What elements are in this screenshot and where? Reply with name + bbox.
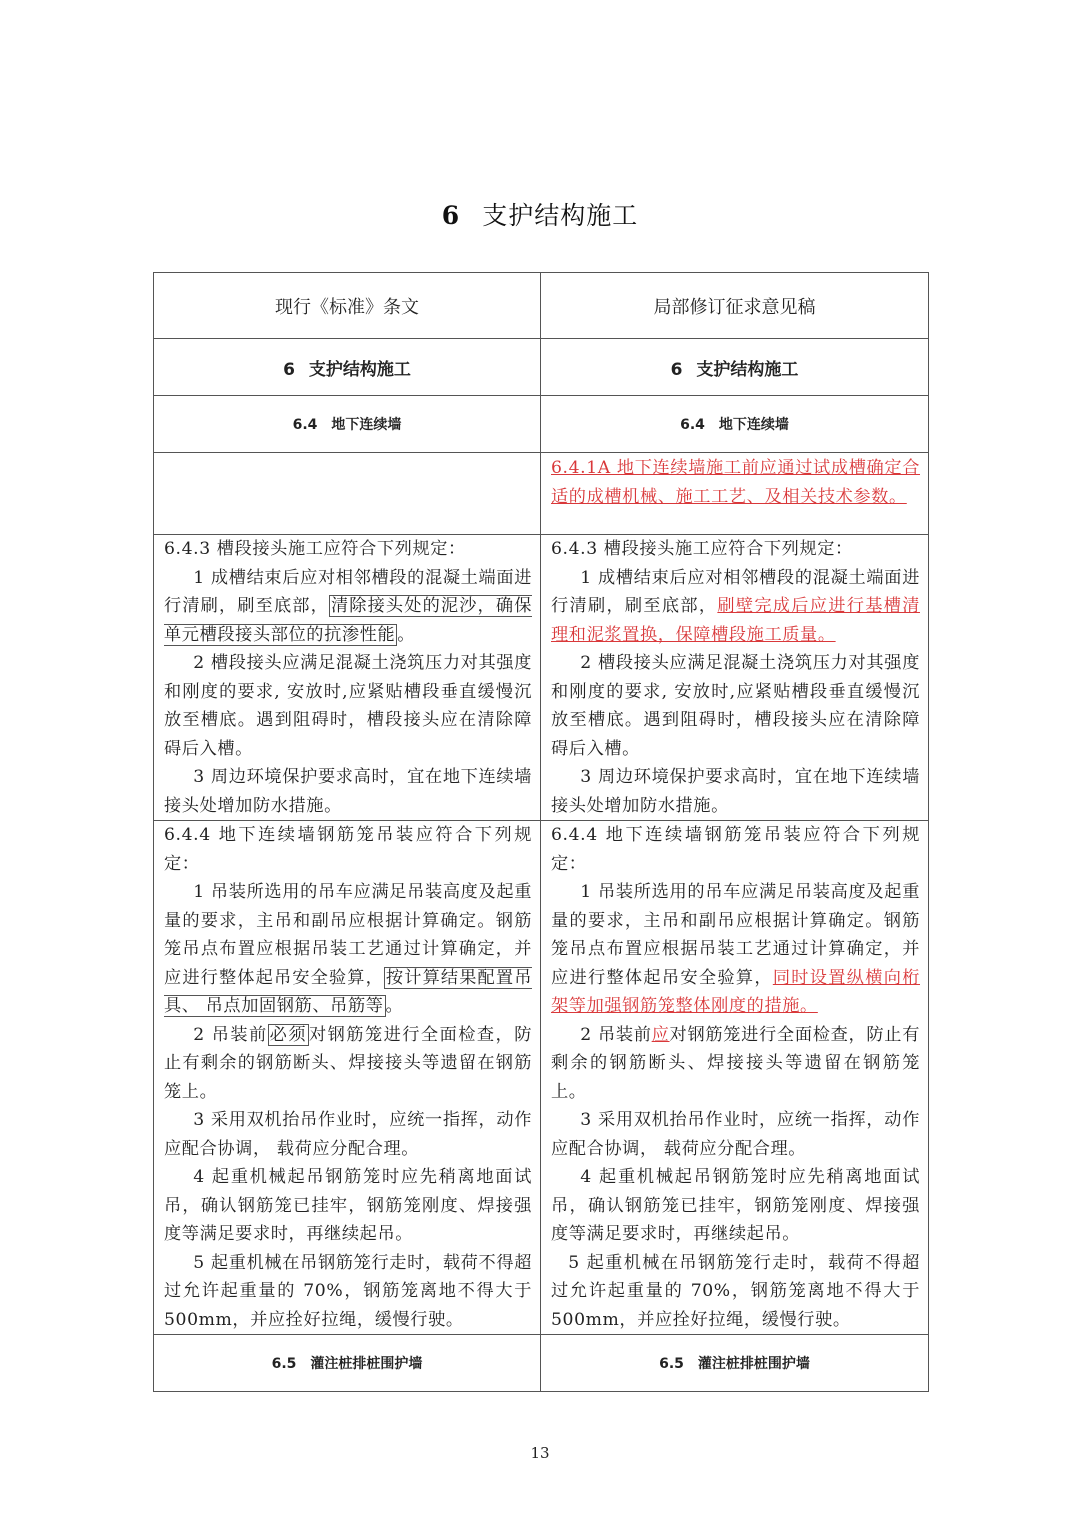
- clause-item-4: 4 起重机械起吊钢筋笼时应先稍离地面试吊，确认钢筋笼已挂牢，钢筋笼刚度、焊接强度等满足要求时，再继续起吊。: [551, 1167, 920, 1244]
- clause-item-3: 3 采用双机抬吊作业时，应统一指挥，动作应配合协调， 载荷应分配合理。: [551, 1110, 920, 1159]
- item-text: 对钢筋笼进行全面检查，防止有剩余的钢筋断头、焊接接头等遗留在钢筋笼上。: [164, 1024, 532, 1102]
- clause-intro: 6.4.3 槽段接头施工应符合下列规定：: [551, 539, 853, 559]
- clause-item-2: [164, 1021, 532, 1107]
- item-text: 对钢筋笼进行全面检查，防止有剩余的钢筋断头、焊接接头等遗留在钢筋笼上。: [551, 1024, 920, 1102]
- subsection-title: 地下连续墙: [331, 417, 402, 433]
- added-clause-row: [154, 453, 929, 535]
- boxed-deleted-text: 清除接头处的泥沙，确保单元槽段接头部位的抗渗性能: [164, 596, 532, 645]
- subsection-heading-right: [541, 396, 929, 453]
- added-clause-6-4-1A: 6.4.1A 地下连续墙施工前应通过试成槽确定合适的成槽机械、施工工艺、及相关技术参数。: [551, 458, 920, 507]
- clause-item-5: 5 起重机械在吊钢筋笼行走时，载荷不得超过允许起重量的 70%，钢筋笼离地不得大于 500mm，并应拴好拉绳，缓慢行驶。: [551, 1252, 920, 1330]
- subsection-heading-right: [541, 1335, 929, 1392]
- section-title: 支护结构施工: [696, 359, 799, 380]
- clause-6-4-3-current: [154, 535, 541, 821]
- subsection-number: 6.5: [271, 1356, 297, 1372]
- subsection-title: 灌注桩排桩围护墙: [310, 1356, 423, 1372]
- item-text: 。: [397, 624, 416, 645]
- item-text: 。: [385, 996, 404, 1016]
- subsection-row-6-4: [154, 396, 929, 453]
- subsection-number: 6.5: [659, 1356, 684, 1372]
- header-revision-draft: 局部修订征求意见稿: [541, 273, 929, 339]
- section-heading-right: [541, 339, 929, 396]
- header-row: [154, 273, 929, 339]
- section-number: 6: [283, 359, 295, 380]
- item-text: 1 成槽结束后应对相邻槽段的混凝土端面进行清刷，刷至底部，: [164, 567, 532, 616]
- clause-item-1: [164, 878, 532, 1021]
- clause-6-4-4-revised: [541, 821, 929, 1335]
- chapter-title: [0, 196, 1080, 232]
- clause-6-4-3-revised: [541, 535, 929, 821]
- clause-intro: 6.4.3 槽段接头施工应符合下列规定：: [164, 539, 466, 559]
- clause-intro: 6.4.4 地下连续墙钢筋笼吊装应符合下列规定：: [551, 825, 920, 874]
- revised-red-text: 应: [651, 1024, 670, 1045]
- clause-item-3: 3 周边环境保护要求高时，宜在地下连续墙接头处增加防水措施。: [164, 767, 532, 816]
- comparison-table: [153, 272, 929, 1392]
- subsection-heading-left: [154, 396, 541, 453]
- clause-row-6-4-3: [154, 535, 929, 821]
- clause-6-4-4-current: [154, 821, 541, 1335]
- clause-item-1: [164, 564, 532, 650]
- item-text: 1 吊装所选用的吊车应满足吊装高度及起重量的要求，主吊和副吊应根据计算确定。钢筋笼吊点布置应根据吊装工艺通过计算确定，并应进行整体起吊安全验算，: [164, 882, 532, 988]
- revised-red-text: 刷壁完成后应进行基槽清理和泥浆置换，保障槽段施工质量。: [551, 596, 920, 645]
- clause-item-1: [551, 878, 920, 1021]
- revised-red-text: 同时设置纵横向桁架等加强钢筋笼整体刚度的措施。: [551, 967, 920, 1016]
- section-heading-left: [154, 339, 541, 396]
- subsection-title: 灌注桩排桩围护墙: [697, 1356, 810, 1372]
- subsection-number: 6.4: [292, 417, 318, 433]
- added-clause-cell: [541, 453, 929, 535]
- section-number: 6: [670, 359, 683, 380]
- boxed-deleted-text: 按计算结果配置吊具、 吊点加固钢筋、吊筋等: [164, 967, 532, 1016]
- clause-item-3: 3 采用双机抬吊作业时，应统一指挥，动作应配合协调， 载荷应分配合理。: [164, 1110, 532, 1159]
- subsection-row-6-5: [154, 1335, 929, 1392]
- clause-item-2: 2 槽段接头应满足混凝土浇筑压力对其强度和刚度的要求, 安放时,应紧贴槽段垂直缓慢沉放至槽底。遇到阻碍时，槽段接头应在清除障碍后入槽。: [164, 653, 532, 759]
- item-text: 1 成槽结束后应对相邻槽段的混凝土端面进行清刷，刷至底部，: [551, 567, 920, 616]
- clause-item-4: 4 起重机械起吊钢筋笼时应先稍离地面试吊，确认钢筋笼已挂牢，钢筋笼刚度、焊接强度等满足要求时，再继续起吊。: [164, 1167, 532, 1244]
- section-row: [154, 339, 929, 396]
- page-number: 13: [530, 1444, 550, 1462]
- clause-intro: 6.4.4 地下连续墙钢筋笼吊装应符合下列规定：: [164, 825, 532, 874]
- empty-cell-left: [154, 453, 541, 535]
- chapter-number: 6: [441, 201, 461, 230]
- subsection-title: 地下连续墙: [718, 417, 789, 433]
- subsection-heading-left: [154, 1335, 541, 1392]
- clause-item-5: 5 起重机械在吊钢筋笼行走时，载荷不得超过允许起重量的 70%，钢筋笼离地不得大于 500mm，并应拴好拉绳，缓慢行驶。: [164, 1252, 532, 1330]
- clause-item-3: 3 周边环境保护要求高时，宜在地下连续墙接头处增加防水措施。: [551, 767, 920, 816]
- boxed-deleted-text: 必须: [269, 1024, 307, 1045]
- item-text: 2 吊装前: [580, 1024, 652, 1045]
- item-text: 1 吊装所选用的吊车应满足吊装高度及起重量的要求，主吊和副吊应根据计算确定。钢筋笼吊点布置应根据吊装工艺通过计算确定，并应进行整体起吊安全验算，: [551, 882, 920, 988]
- clause-row-6-4-4: [154, 821, 929, 1335]
- chapter-title-text: 支护结构施工: [482, 201, 639, 230]
- header-current-standard: 现行《标准》条文: [154, 273, 541, 339]
- section-title: 支护结构施工: [308, 359, 411, 380]
- clause-item-2: 2 槽段接头应满足混凝土浇筑压力对其强度和刚度的要求, 安放时,应紧贴槽段垂直缓慢沉放至槽底。遇到阻碍时，槽段接头应在清除障碍后入槽。: [551, 653, 920, 759]
- item-text: 2 吊装前: [193, 1024, 268, 1045]
- clause-item-1: [551, 564, 920, 650]
- clause-item-2: [551, 1021, 920, 1107]
- subsection-number: 6.4: [680, 417, 705, 433]
